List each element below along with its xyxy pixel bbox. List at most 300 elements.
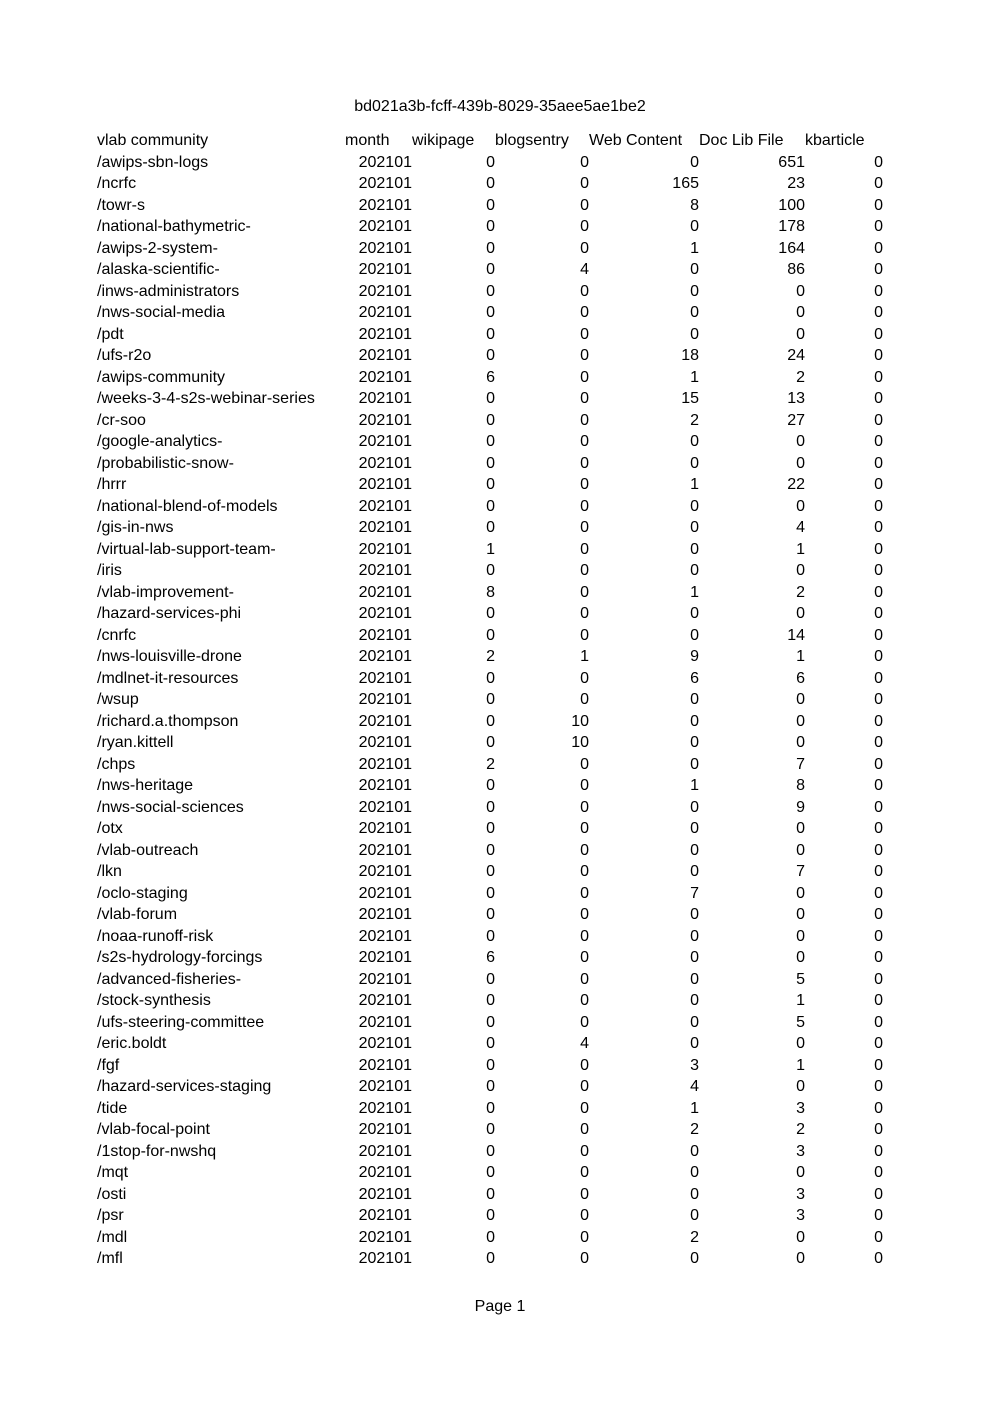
cell-community: /vlab-improvement- <box>97 583 234 601</box>
column-header-blogsentry: blogsentry <box>495 132 569 149</box>
cell-web-content: 0 <box>690 153 699 171</box>
cell-doc-lib-file: 1 <box>796 992 805 1009</box>
cell-community: /national-bathymetric- <box>97 218 251 235</box>
cell-blogsentry: 0 <box>580 175 589 192</box>
cell-wikipage: 0 <box>486 497 495 515</box>
cell-community: /probabilistic-snow- <box>97 454 234 472</box>
cell-kbarticle: 0 <box>874 884 883 902</box>
column-header-web-content: Web Content <box>589 132 683 149</box>
cell-month: 202101 <box>358 1035 412 1052</box>
cell-community: /ufs-steering-committee <box>97 1013 265 1031</box>
cell-month: 202101 <box>358 1207 412 1224</box>
cell-wikipage: 0 <box>486 196 495 214</box>
cell-web-content: 0 <box>690 1035 699 1052</box>
cell-wikipage: 6 <box>486 368 495 386</box>
cell-wikipage: 2 <box>486 648 495 665</box>
column-header-kbarticle: kbarticle <box>805 132 865 149</box>
table-row <box>95 496 883 518</box>
cell-blogsentry: 0 <box>580 863 589 880</box>
table-row <box>95 904 883 926</box>
cell-wikipage: 0 <box>486 239 495 257</box>
cell-wikipage: 0 <box>486 347 495 364</box>
cell-month: 202101 <box>358 1164 412 1181</box>
cell-doc-lib-file: 3 <box>796 1099 805 1117</box>
table-row <box>95 603 883 625</box>
table-row <box>95 1184 883 1206</box>
cell-month: 202101 <box>358 218 412 235</box>
table-row <box>95 818 883 840</box>
cell-doc-lib-file: 100 <box>778 196 805 214</box>
cell-blogsentry: 0 <box>580 433 589 450</box>
cell-wikipage: 0 <box>486 325 495 343</box>
table-row <box>95 1098 883 1120</box>
table-row <box>95 582 883 604</box>
cell-wikipage: 0 <box>486 734 495 751</box>
cell-doc-lib-file: 0 <box>796 562 805 579</box>
cell-month: 202101 <box>358 798 412 816</box>
cell-blogsentry: 0 <box>580 992 589 1009</box>
cell-doc-lib-file: 0 <box>796 454 805 472</box>
cell-month: 202101 <box>358 153 412 171</box>
table-row <box>95 410 883 432</box>
cell-kbarticle: 0 <box>874 1121 883 1138</box>
table-row <box>95 861 883 883</box>
cell-kbarticle: 0 <box>874 304 883 321</box>
cell-community: /vlab-outreach <box>97 841 199 859</box>
table-header-row <box>95 130 883 152</box>
cell-blogsentry: 0 <box>580 497 589 515</box>
cell-blogsentry: 0 <box>580 1228 589 1246</box>
cell-community: /richard.a.thompson <box>97 712 239 730</box>
cell-month: 202101 <box>358 1121 412 1138</box>
cell-doc-lib-file: 0 <box>796 282 805 300</box>
table-body <box>95 152 883 1270</box>
cell-community: /oclo-staging <box>97 884 188 902</box>
cell-blogsentry: 0 <box>580 1164 589 1181</box>
cell-web-content: 0 <box>690 325 699 343</box>
cell-wikipage: 0 <box>486 1035 495 1052</box>
cell-month: 202101 <box>358 605 412 622</box>
cell-blogsentry: 0 <box>580 282 589 300</box>
cell-wikipage: 0 <box>486 390 495 407</box>
cell-community: /ufs-r2o <box>97 347 152 364</box>
cell-web-content: 0 <box>690 970 699 988</box>
table-row <box>95 797 883 819</box>
cell-kbarticle: 0 <box>874 1250 883 1267</box>
cell-wikipage: 1 <box>486 540 495 558</box>
cell-community: /cnrfc <box>97 626 137 644</box>
cell-doc-lib-file: 1 <box>796 1056 805 1074</box>
cell-month: 202101 <box>358 906 412 923</box>
cell-web-content: 3 <box>690 1056 699 1074</box>
cell-blogsentry: 0 <box>580 411 589 429</box>
table-row <box>95 711 883 733</box>
cell-blogsentry: 0 <box>580 1121 589 1138</box>
cell-web-content: 0 <box>690 540 699 558</box>
cell-web-content: 0 <box>690 605 699 622</box>
cell-month: 202101 <box>358 239 412 257</box>
cell-web-content: 0 <box>690 562 699 579</box>
cell-doc-lib-file: 7 <box>796 755 805 773</box>
cell-kbarticle: 0 <box>874 712 883 730</box>
cell-kbarticle: 0 <box>874 755 883 773</box>
cell-community: /hazard-services-staging <box>97 1078 272 1095</box>
cell-doc-lib-file: 2 <box>796 368 805 386</box>
cell-kbarticle: 0 <box>874 218 883 235</box>
cell-kbarticle: 0 <box>874 454 883 472</box>
cell-community: /mdlnet-it-resources <box>97 669 239 687</box>
cell-web-content: 18 <box>681 347 699 364</box>
cell-kbarticle: 0 <box>874 239 883 257</box>
table-row <box>95 775 883 797</box>
cell-blogsentry: 10 <box>571 734 589 751</box>
cell-doc-lib-file: 0 <box>796 1228 805 1246</box>
cell-blogsentry: 0 <box>580 540 589 558</box>
cell-wikipage: 0 <box>486 777 495 794</box>
cell-month: 202101 <box>358 970 412 988</box>
cell-doc-lib-file: 5 <box>796 970 805 988</box>
table-row <box>95 367 883 389</box>
cell-community: /vlab-forum <box>97 906 178 923</box>
cell-blogsentry: 0 <box>580 820 589 837</box>
cell-wikipage: 0 <box>486 669 495 687</box>
cell-community: /hrrr <box>97 476 127 493</box>
cell-web-content: 0 <box>690 519 699 536</box>
cell-wikipage: 0 <box>486 261 495 278</box>
cell-wikipage: 0 <box>486 519 495 536</box>
cell-web-content: 9 <box>690 648 699 665</box>
cell-community: /mqt <box>97 1164 129 1181</box>
cell-wikipage: 0 <box>486 927 495 945</box>
cell-web-content: 1 <box>690 368 699 386</box>
table-row <box>95 560 883 582</box>
cell-web-content: 0 <box>690 691 699 708</box>
cell-web-content: 0 <box>690 261 699 278</box>
cell-community: /nws-social-media <box>97 304 226 321</box>
cell-wikipage: 2 <box>486 755 495 773</box>
cell-kbarticle: 0 <box>874 691 883 708</box>
cell-doc-lib-file: 0 <box>796 1078 805 1095</box>
table-row <box>95 883 883 905</box>
cell-community: /hazard-services-phi <box>97 605 242 622</box>
cell-kbarticle: 0 <box>874 734 883 751</box>
cell-month: 202101 <box>358 261 412 278</box>
column-header-vlab-community: vlab community <box>97 132 209 149</box>
table-row <box>95 1162 883 1184</box>
cell-community: /alaska-scientific- <box>97 261 220 278</box>
table-row <box>95 689 883 711</box>
cell-doc-lib-file: 0 <box>796 841 805 859</box>
cell-month: 202101 <box>358 691 412 708</box>
cell-month: 202101 <box>358 562 412 579</box>
cell-kbarticle: 0 <box>874 1013 883 1031</box>
data-table <box>95 130 883 1270</box>
cell-blogsentry: 0 <box>580 1207 589 1224</box>
cell-kbarticle: 0 <box>874 433 883 450</box>
cell-doc-lib-file: 0 <box>796 927 805 945</box>
cell-doc-lib-file: 23 <box>787 175 805 192</box>
cell-kbarticle: 0 <box>874 841 883 859</box>
cell-web-content: 0 <box>690 282 699 300</box>
cell-doc-lib-file: 0 <box>796 1250 805 1267</box>
cell-community: /iris <box>97 562 122 579</box>
cell-wikipage: 0 <box>486 1121 495 1138</box>
cell-month: 202101 <box>358 1078 412 1095</box>
cell-blogsentry: 4 <box>580 261 589 278</box>
cell-wikipage: 8 <box>486 583 495 601</box>
cell-wikipage: 0 <box>486 282 495 300</box>
cell-blogsentry: 0 <box>580 347 589 364</box>
cell-month: 202101 <box>358 626 412 644</box>
cell-web-content: 0 <box>690 755 699 773</box>
cell-doc-lib-file: 4 <box>796 519 805 536</box>
cell-doc-lib-file: 2 <box>796 583 805 601</box>
cell-wikipage: 0 <box>486 175 495 192</box>
table-row <box>95 947 883 969</box>
cell-blogsentry: 0 <box>580 949 589 966</box>
cell-month: 202101 <box>358 304 412 321</box>
table-row <box>95 259 883 281</box>
cell-wikipage: 0 <box>486 1185 495 1203</box>
table-row <box>95 173 883 195</box>
cell-community: /chps <box>97 755 136 773</box>
cell-community: /google-analytics- <box>97 433 223 450</box>
cell-doc-lib-file: 6 <box>796 669 805 687</box>
cell-blogsentry: 0 <box>580 454 589 472</box>
cell-doc-lib-file: 3 <box>796 1207 805 1224</box>
cell-blogsentry: 0 <box>580 196 589 214</box>
cell-month: 202101 <box>358 777 412 794</box>
cell-wikipage: 0 <box>486 841 495 859</box>
cell-blogsentry: 0 <box>580 669 589 687</box>
cell-web-content: 0 <box>690 1185 699 1203</box>
cell-doc-lib-file: 0 <box>796 325 805 343</box>
cell-month: 202101 <box>358 820 412 837</box>
cell-kbarticle: 0 <box>874 497 883 515</box>
cell-community: /gis-in-nws <box>97 519 174 536</box>
cell-web-content: 0 <box>690 734 699 751</box>
cell-kbarticle: 0 <box>874 390 883 407</box>
cell-blogsentry: 0 <box>580 239 589 257</box>
cell-community: /otx <box>97 820 123 837</box>
cell-blogsentry: 0 <box>580 153 589 171</box>
cell-blogsentry: 0 <box>580 1250 589 1267</box>
cell-community: /psr <box>97 1207 124 1224</box>
cell-doc-lib-file: 22 <box>787 476 805 493</box>
table-row <box>95 840 883 862</box>
cell-community: /nws-louisville-drone <box>97 648 242 665</box>
cell-web-content: 0 <box>690 712 699 730</box>
cell-kbarticle: 0 <box>874 777 883 794</box>
cell-kbarticle: 0 <box>874 325 883 343</box>
cell-wikipage: 0 <box>486 1078 495 1095</box>
table-row <box>95 216 883 238</box>
cell-community: /awips-sbn-logs <box>97 153 209 171</box>
page-number: Page 1 <box>474 1298 526 1315</box>
cell-blogsentry: 0 <box>580 970 589 988</box>
cell-month: 202101 <box>358 368 412 386</box>
table-row <box>95 517 883 539</box>
cell-kbarticle: 0 <box>874 476 883 493</box>
column-header-doc-lib-file: Doc Lib File <box>699 132 784 149</box>
cell-kbarticle: 0 <box>874 820 883 837</box>
cell-doc-lib-file: 8 <box>796 777 805 794</box>
cell-month: 202101 <box>358 454 412 472</box>
cell-month: 202101 <box>358 884 412 902</box>
cell-community: /wsup <box>97 691 139 708</box>
cell-wikipage: 0 <box>486 906 495 923</box>
cell-month: 202101 <box>358 540 412 558</box>
cell-wikipage: 0 <box>486 476 495 493</box>
cell-kbarticle: 0 <box>874 648 883 665</box>
cell-kbarticle: 0 <box>874 1056 883 1074</box>
cell-community: /awips-community <box>97 368 226 386</box>
cell-blogsentry: 0 <box>580 906 589 923</box>
cell-kbarticle: 0 <box>874 1078 883 1095</box>
cell-web-content: 0 <box>690 1013 699 1031</box>
cell-doc-lib-file: 27 <box>787 411 805 429</box>
cell-month: 202101 <box>358 1250 412 1267</box>
cell-web-content: 2 <box>690 1121 699 1138</box>
cell-doc-lib-file: 24 <box>787 347 805 364</box>
cell-wikipage: 0 <box>486 153 495 171</box>
cell-blogsentry: 0 <box>580 583 589 601</box>
cell-kbarticle: 0 <box>874 282 883 300</box>
cell-month: 202101 <box>358 669 412 687</box>
cell-community: /fgf <box>97 1056 120 1074</box>
cell-month: 202101 <box>358 519 412 536</box>
cell-month: 202101 <box>358 1056 412 1074</box>
cell-web-content: 0 <box>690 927 699 945</box>
table-row <box>95 969 883 991</box>
cell-blogsentry: 0 <box>580 562 589 579</box>
cell-web-content: 0 <box>690 304 699 321</box>
cell-wikipage: 0 <box>486 1099 495 1117</box>
cell-month: 202101 <box>358 949 412 966</box>
cell-web-content: 1 <box>690 583 699 601</box>
table-row <box>95 926 883 948</box>
cell-wikipage: 0 <box>486 863 495 880</box>
cell-doc-lib-file: 0 <box>796 820 805 837</box>
cell-doc-lib-file: 0 <box>796 1035 805 1052</box>
cell-month: 202101 <box>358 1228 412 1246</box>
cell-community: /vlab-focal-point <box>97 1121 210 1138</box>
cell-web-content: 0 <box>690 1207 699 1224</box>
cell-community: /virtual-lab-support-team- <box>97 540 276 558</box>
cell-web-content: 6 <box>690 669 699 687</box>
cell-community: /pdt <box>97 325 124 343</box>
cell-blogsentry: 0 <box>580 841 589 859</box>
cell-month: 202101 <box>358 390 412 407</box>
cell-blogsentry: 4 <box>580 1035 589 1052</box>
cell-web-content: 1 <box>690 1099 699 1117</box>
cell-community: /weeks-3-4-s2s-webinar-series <box>97 390 315 407</box>
table-row <box>95 152 883 174</box>
cell-kbarticle: 0 <box>874 906 883 923</box>
cell-doc-lib-file: 0 <box>796 304 805 321</box>
cell-blogsentry: 0 <box>580 218 589 235</box>
cell-web-content: 0 <box>690 841 699 859</box>
cell-doc-lib-file: 0 <box>796 1164 805 1181</box>
cell-doc-lib-file: 1 <box>796 540 805 558</box>
table-row <box>95 1055 883 1077</box>
cell-blogsentry: 0 <box>580 390 589 407</box>
cell-month: 202101 <box>358 347 412 364</box>
cell-wikipage: 0 <box>486 626 495 644</box>
cell-wikipage: 0 <box>486 1228 495 1246</box>
cell-kbarticle: 0 <box>874 583 883 601</box>
cell-kbarticle: 0 <box>874 1185 883 1203</box>
cell-wikipage: 0 <box>486 691 495 708</box>
cell-blogsentry: 0 <box>580 605 589 622</box>
table-row <box>95 732 883 754</box>
cell-doc-lib-file: 3 <box>796 1185 805 1203</box>
cell-web-content: 0 <box>690 626 699 644</box>
cell-wikipage: 0 <box>486 712 495 730</box>
cell-wikipage: 0 <box>486 884 495 902</box>
cell-month: 202101 <box>358 433 412 450</box>
cell-month: 202101 <box>358 755 412 773</box>
cell-community: /awips-2-system- <box>97 239 218 257</box>
cell-blogsentry: 0 <box>580 304 589 321</box>
cell-web-content: 0 <box>690 433 699 450</box>
table-row <box>95 474 883 496</box>
cell-wikipage: 0 <box>486 970 495 988</box>
cell-wikipage: 0 <box>486 562 495 579</box>
cell-community: /inws-administrators <box>97 282 240 300</box>
cell-kbarticle: 0 <box>874 992 883 1009</box>
table-row <box>95 646 883 668</box>
cell-wikipage: 0 <box>486 218 495 235</box>
cell-month: 202101 <box>358 648 412 665</box>
cell-doc-lib-file: 2 <box>796 1121 805 1138</box>
cell-doc-lib-file: 0 <box>796 734 805 751</box>
cell-web-content: 0 <box>690 1250 699 1267</box>
cell-kbarticle: 0 <box>874 347 883 364</box>
cell-doc-lib-file: 0 <box>796 906 805 923</box>
table-row <box>95 1119 883 1141</box>
cell-wikipage: 0 <box>486 820 495 837</box>
cell-community: /eric.boldt <box>97 1035 167 1052</box>
cell-month: 202101 <box>358 927 412 945</box>
cell-doc-lib-file: 0 <box>796 605 805 622</box>
cell-web-content: 0 <box>690 454 699 472</box>
table-row <box>95 388 883 410</box>
cell-web-content: 15 <box>681 390 699 407</box>
cell-community: /towr-s <box>97 196 145 214</box>
cell-blogsentry: 0 <box>580 519 589 536</box>
table-row <box>95 1076 883 1098</box>
cell-web-content: 4 <box>690 1078 699 1095</box>
table-row <box>95 238 883 260</box>
cell-wikipage: 0 <box>486 304 495 321</box>
cell-web-content: 0 <box>690 1164 699 1181</box>
cell-community: /mfl <box>97 1250 123 1267</box>
cell-blogsentry: 0 <box>580 927 589 945</box>
cell-month: 202101 <box>358 583 412 601</box>
cell-doc-lib-file: 7 <box>796 863 805 880</box>
cell-kbarticle: 0 <box>874 1228 883 1246</box>
table-row <box>95 1141 883 1163</box>
cell-community: /nws-social-sciences <box>97 798 244 816</box>
cell-kbarticle: 0 <box>874 368 883 386</box>
cell-month: 202101 <box>358 1142 412 1160</box>
cell-wikipage: 0 <box>486 454 495 472</box>
cell-kbarticle: 0 <box>874 261 883 278</box>
cell-doc-lib-file: 9 <box>796 798 805 816</box>
table-row <box>95 195 883 217</box>
cell-doc-lib-file: 0 <box>796 497 805 515</box>
